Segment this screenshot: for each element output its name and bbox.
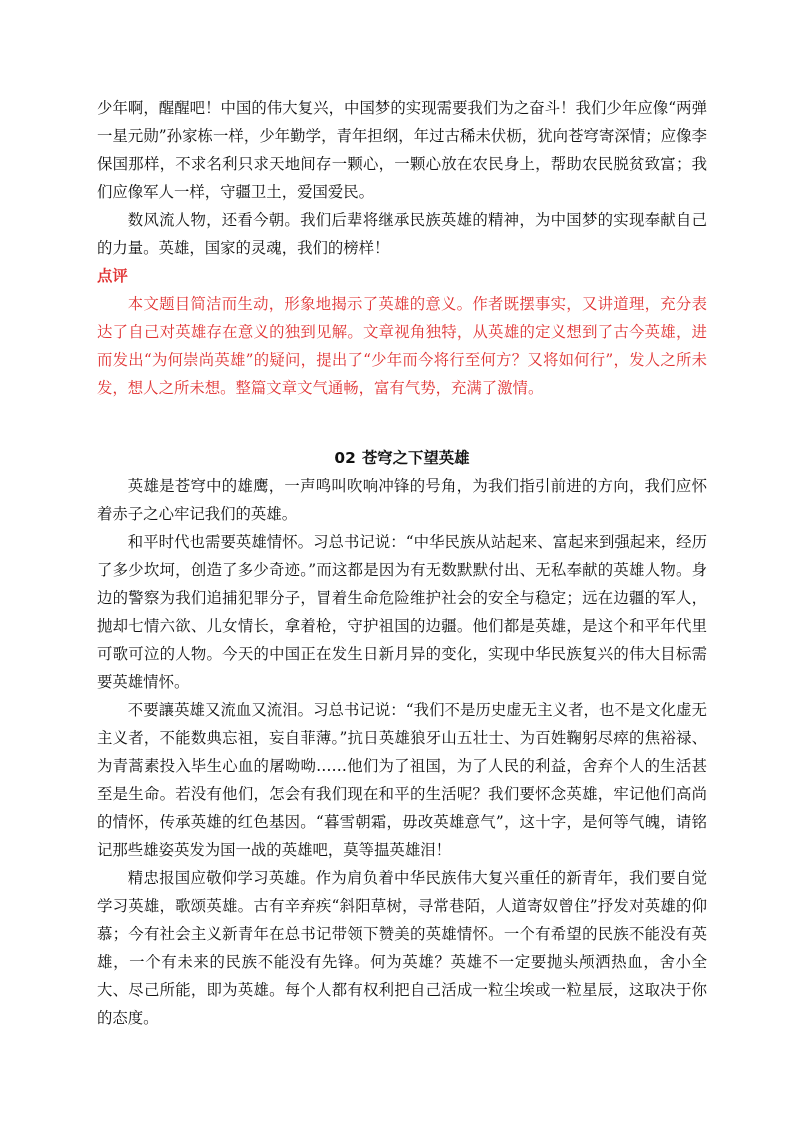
document-page	[97, 94, 707, 1032]
paragraph: 少年啊，醒醒吧！中国的伟大复兴，中国梦的实现需要我们为之奋斗！我们少年应像“两弹一星元勋”孙家栋一样，少年勤学，青年担纲，年过古稀未伏枥，犹向苍穹寄深情；应像李保国那样，不求名利只求天地间存一颗心，一颗心放在农民身上，帮助农民脱贫致富；我们应像军人一样，守疆卫土，爱国爱民。	[97, 99, 707, 201]
essay-title-text: 苍穹之下望英雄	[361, 449, 470, 467]
essay-title	[97, 444, 707, 472]
section-spacer	[97, 402, 707, 430]
paragraph: 和平时代也需要英雄情怀。习总书记说：“中华民族从站起来、富起来到强起来，经历了多少坎坷，创造了多少奇迹。”而这都是因为有无数默默付出、无私奉献的英雄人物。身边的警察为我们追捕犯罪分子，冒着生命危险维护社会的安全与稳定；远在边疆的军人，抛却七情六欲、儿女情长，拿着枪，守护祖国的边疆。他们都是英雄，是这个和平年代里可歌可泣的人物。今天的中国正在发生日新月异的变化，实现中华民族复兴的伟大目标需要英雄情怀。	[97, 533, 707, 691]
comment-text: 本文题目简洁而生动，形象地揭示了英雄的意义。作者既摆事实，又讲道理，充分表达了自己对英雄存在意义的独到见解。文章视角独特，从英雄的定义想到了古今英雄，进而发出“为何崇尚英雄”的疑问，提出了“少年而今将行至何方？又将如何行”，发人之所未发，想人之所未想。整篇文章文气通畅，富有气势，充满了激情。	[97, 295, 707, 397]
comment-heading: 点评	[97, 267, 128, 285]
essay-number: 02	[334, 449, 356, 467]
paragraph: 数风流人物，还看今朝。我们后辈将继承民族英雄的精神，为中国梦的实现奉献自己的力量。英雄，国家的灵魂，我们的榜样！	[97, 211, 707, 257]
paragraph: 不要讓英雄又流血又流泪。习总书记说：“我们不是历史虚无主义者，也不是文化虚无主义者，不能数典忘祖，妄自菲薄。”抗日英雄狼牙山五壮士、为百姓鞠躬尽瘁的焦裕禄、为青蒿素投入毕生心血的屠呦呦……他们为了祖国，为了人民的利益，舍弃个人的生活甚至是生命。若没有他们，怎会有我们现在和平的生活呢？我们要怀念英雄，牢记他们高尚的情怀，传承英雄的红色基因。“暮雪朝霜，毋改英雄意气”，这十字，是何等气魄，请铭记那些雄姿英发为国一战的英雄吧，莫等揾英雄泪！	[97, 701, 707, 859]
paragraph: 精忠报国应敬仰学习英雄。作为肩负着中华民族伟大复兴重任的新青年，我们要自觉学习英雄，歌颂英雄。古有辛弃疾“斜阳草树，寻常巷陌，人道寄奴曾住”抒发对英雄的仰慕；今有社会主义新青年在总书记带领下赞美的英雄情怀。一个有希望的民族不能没有英雄，一个有未来的民族不能没有先锋。何为英雄？英雄不一定要抛头颅洒热血，舍小全大、尽己所能，即为英雄。每个人都有权利把自己活成一粒尘埃或一粒星辰，这取决于你的态度。	[97, 869, 707, 1027]
paragraph: 英雄是苍穹中的雄鹰，一声鸣叫吹响冲锋的号角，为我们指引前进的方向，我们应怀着赤子之心牢记我们的英雄。	[97, 477, 707, 523]
